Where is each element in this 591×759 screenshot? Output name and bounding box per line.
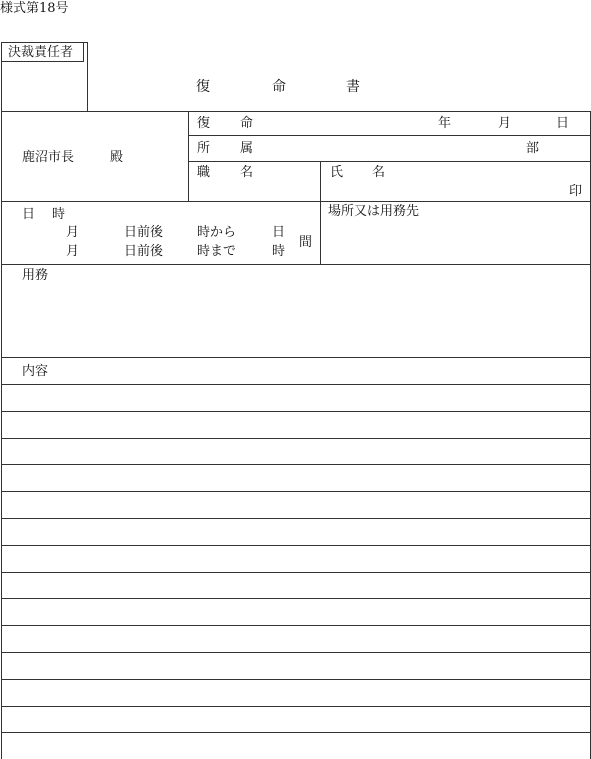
content-rule-line [1, 732, 591, 733]
content-rule-line [1, 384, 591, 385]
header-line-2 [188, 161, 591, 162]
report-char-2: 命 [240, 116, 254, 131]
addressee-divider [188, 111, 189, 201]
content-top-line [1, 357, 591, 358]
content-rule-line [1, 464, 591, 465]
addressee-honorific: 殿 [110, 150, 124, 165]
content-rule-line [1, 438, 591, 439]
header-line-1 [188, 135, 591, 136]
datetime-row2-extra: 時 [272, 244, 286, 259]
title-char-1: 復 [196, 79, 210, 95]
content-label: 内容 [22, 364, 49, 379]
name-divider [320, 161, 321, 265]
form-number: 様式第18号 [0, 1, 69, 16]
datetime-row2-month: 月 [66, 244, 80, 259]
content-rule-line [1, 545, 591, 546]
name-char-2: 名 [372, 165, 386, 180]
date-day-unit: 日 [556, 116, 570, 131]
position-char-2: 名 [240, 165, 254, 180]
content-rule-line [1, 411, 591, 412]
addressee-city: 鹿沼市長 [22, 150, 75, 165]
department-unit: 部 [526, 141, 540, 156]
business-label: 用務 [22, 268, 49, 283]
title-char-2: 命 [272, 79, 286, 95]
seal-mark: 印 [569, 184, 583, 199]
affiliation-char-1: 所 [197, 141, 211, 156]
content-rule-line [1, 572, 591, 573]
datetime-label-char-1: 日 [22, 207, 36, 222]
datetime-label-char-2: 時 [52, 207, 66, 222]
position-char-1: 職 [197, 165, 211, 180]
header-bottom-line [1, 201, 591, 202]
content-rule-line [1, 491, 591, 492]
datetime-row2-time: 時まで [197, 244, 237, 259]
content-rule-line [1, 598, 591, 599]
name-char-1: 氏 [330, 165, 344, 180]
content-rule-line [1, 518, 591, 519]
form-frame [1, 111, 591, 759]
date-month-unit: 月 [498, 116, 512, 131]
date-year-unit: 年 [438, 116, 452, 131]
datetime-row1-extra: 日 [272, 225, 286, 240]
title-char-3: 書 [346, 79, 360, 95]
affiliation-char-2: 属 [240, 141, 254, 156]
approver-label: 決裁責任者 [8, 45, 74, 60]
datetime-duration: 間 [299, 235, 313, 250]
place-label: 場所又は用務先 [328, 204, 420, 219]
datetime-row2-day-ampm: 日前後 [124, 244, 164, 259]
datetime-row1-month: 月 [66, 225, 80, 240]
datetime-row1-day-ampm: 日前後 [124, 225, 164, 240]
datetime-row1-time: 時から [197, 225, 237, 240]
business-top-line [1, 264, 591, 265]
content-rule-line [1, 652, 591, 653]
content-rule-line [1, 625, 591, 626]
content-rule-line [1, 706, 591, 707]
content-rule-line [1, 679, 591, 680]
report-char-1: 復 [197, 116, 211, 131]
